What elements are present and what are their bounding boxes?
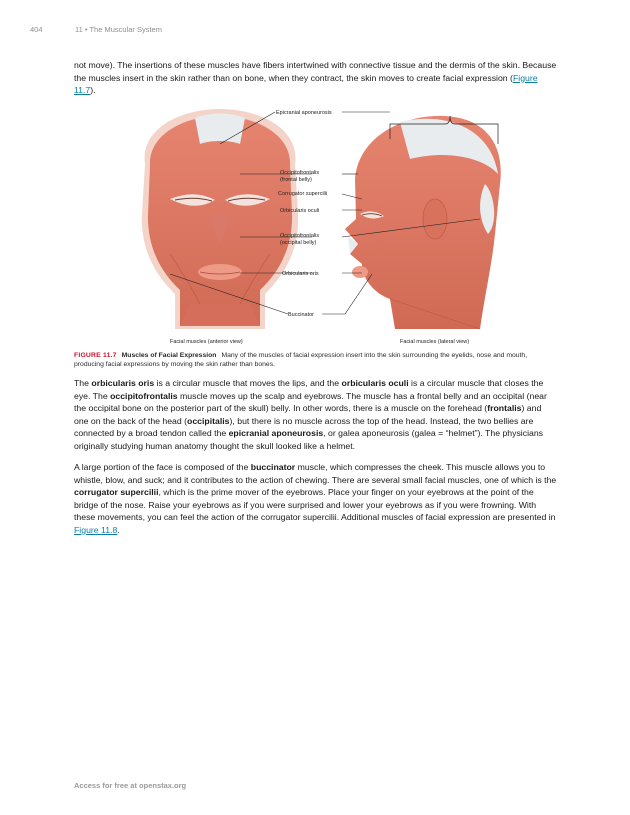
text: muscle, which compresses the cheek. This muscle allows you to whistle, blow, and suck; and it contributes to the action of chewing. There are several small facial muscles, one of which is the [74,462,557,485]
figure-11-7-link[interactable]: Figure 11.7 [74,72,538,96]
term-occipitofrontalis: occipitofrontalis [110,390,178,401]
figure-11-7 [100,104,530,349]
term-orbicularis-oris: orbicularis oris [91,378,155,388]
text: ) and one on the back of the head ( [74,403,542,426]
page-number: 404 [30,25,43,34]
label-occipitofrontalis-occipital: Occipitofrontalis [280,233,320,239]
term-frontalis: frontalis [487,403,522,414]
caption-text: Many of the muscles of facial expression insert into the skin surrounding the eyelids, nose and mouth, producing facial expressions by moving the skin rather than bones. [74,352,528,368]
paragraph-buccinator [74,461,558,537]
text: is a circular muscle that moves the lips, and the [154,378,342,388]
page-header [30,25,600,37]
term-orbicularis-oculi: orbicularis oculi [341,378,409,388]
paragraph-orbicularis [74,377,558,453]
text: is a circular muscle that closes the eye. The [74,378,544,401]
label-occipital-belly: (occipital belly) [280,240,317,246]
facial-muscles-illustration [100,104,530,349]
label-corrugator-supercilii: Corrugator supercilii [278,191,328,197]
label-buccinator: Buccinator [288,312,314,318]
text: . [117,524,120,535]
caption-number: FIGURE 11.7 [74,352,117,359]
label-occipitofrontalis-frontal: Occipitofrontalis [280,170,320,176]
lateral-head [345,116,501,329]
label-orbicularis-oris: Orbicularis oris [282,271,319,277]
label-anterior-view: Facial muscles (anterior view) [170,339,243,345]
label-epicranial-aponeurosis: Epicranial aponeurosis [276,110,332,116]
intro-paragraph [74,59,558,97]
anterior-head [142,109,298,329]
text: , which is the prime mover of the eyebrows. Place your finger on your eyebrows at the point of the bridge of the nose. Raise your eyebrows as if you were surprised and lower your eyebrows as if you were frowning. With these movements, you can feel the action of the corrugator supercilii. Additional muscles of facial expression are presented in [74,487,556,523]
text: A large portion of the face is composed of the [74,462,251,472]
term-corrugator-supercilii: corrugator supercilii [74,487,159,498]
caption-title: Muscles of Facial Expression [121,352,217,359]
text: ), but there is no muscle across the top of the head. Instead, the two bellies are connected by a broad tendon called the [74,415,534,439]
intro-text-end: ). [90,85,96,96]
text: muscle moves up the scalp and eyebrows. The muscle has a frontal belly and an occipital (near the occipital bone on the posterior part of the skull) belly. In other words, there is a muscle on the forehead ( [74,390,547,414]
label-orbicularis-oculi: Orbicularis oculi [280,208,320,214]
term-occipitalis: occipitalis [187,415,230,426]
chapter-title: 11 • The Muscular System [75,25,162,34]
intro-text: not move). The insertions of these muscles have fibers intertwined with connective tissue and the dermis of the skin. Because the muscles insert in the skin rather than on bone, when they contract, the skin moves to create facial expression ( [74,60,557,83]
label-frontal-belly: (frontal belly) [280,177,312,183]
footer[interactable]: Access for free at openstax.org [74,781,187,790]
figure-11-8-link[interactable]: Figure 11.8 [74,524,118,535]
label-lateral-view: Facial muscles (lateral view) [400,339,470,345]
text: The [74,378,92,388]
figure-caption [74,351,558,369]
term-buccinator: buccinator [250,462,296,472]
text: , or galea aponeurosis (galea = “helmet”). The physicians originally studying human anatomy thought the skull looked like a helmet. [74,428,544,451]
term-epicranial-aponeurosis: epicranial aponeurosis [228,428,324,439]
